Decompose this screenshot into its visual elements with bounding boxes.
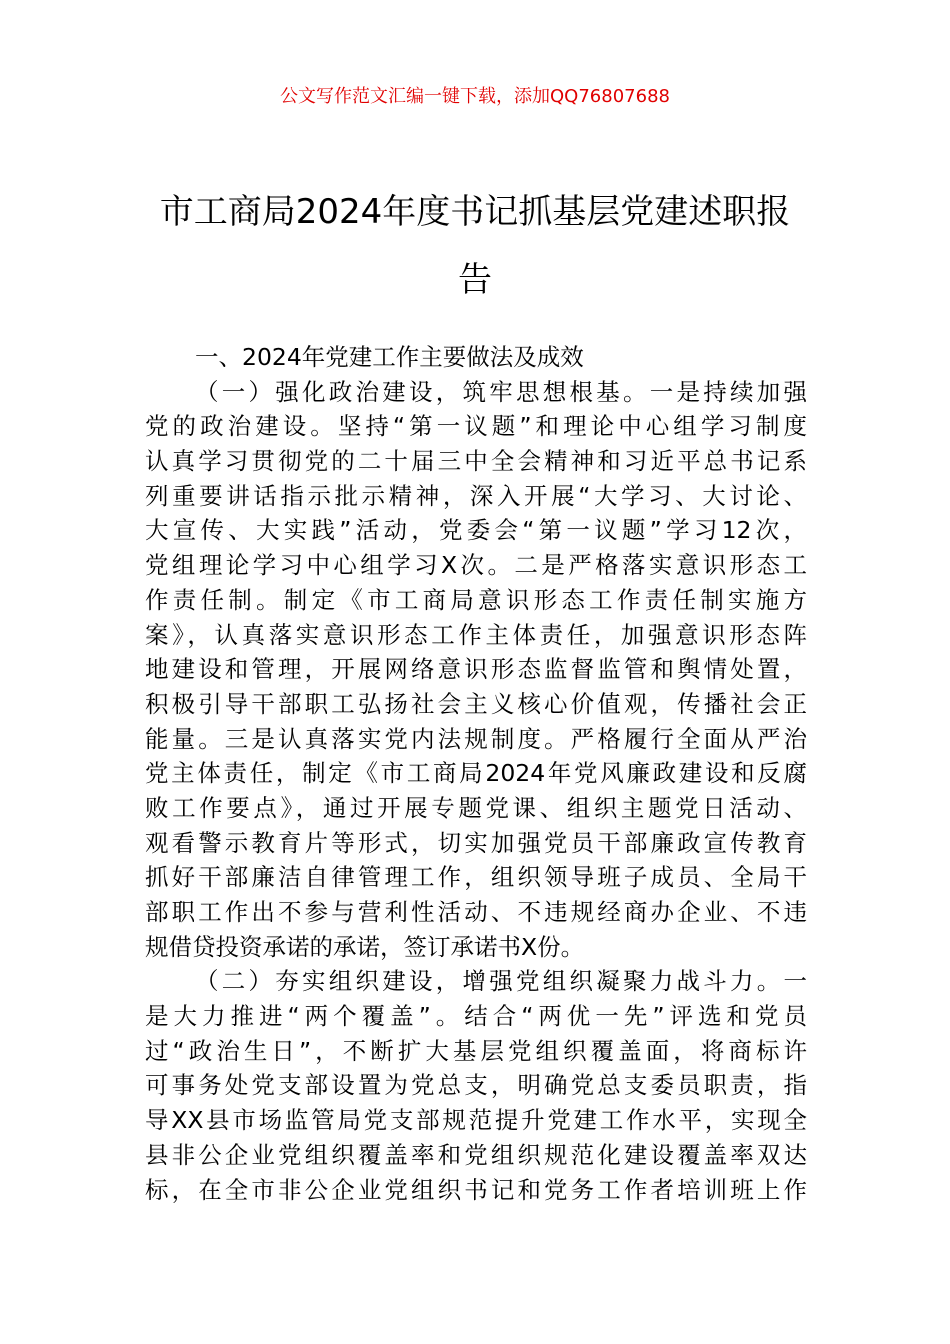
section-heading: 一、2024年党建工作主要做法及成效: [195, 343, 584, 371]
paragraph-line: 观看警示教育片等形式，切实加强党员干部廉政宣传教育: [145, 828, 807, 857]
paragraph-line: 县非公企业党组织覆盖率和党组织规范化建设覆盖率双达: [145, 1140, 807, 1169]
paragraph-line: 部职工作出不参与营利性活动、不违规经商办企业、不违: [145, 898, 807, 926]
paragraph-line: （一）强化政治建设，筑牢思想根基。一是持续加强: [195, 377, 807, 406]
document-body: [145, 340, 807, 1207]
paragraph-line: 案》，认真落实意识形态工作主体责任，加强意识形态阵: [145, 620, 807, 649]
paragraph-line: 列重要讲话指示批示精神，深入开展“大学习、大讨论、: [145, 481, 807, 510]
paragraphs: [145, 375, 807, 1208]
document-title: [140, 178, 810, 314]
paragraph-line: 标，在全市非公企业党组织书记和党务工作者培训班上作: [145, 1175, 807, 1204]
paragraph-line: 规借贷投资承诺的承诺，签订承诺书X份。: [145, 932, 585, 961]
title-line: 告: [458, 260, 492, 300]
paragraph-line: 作责任制。制定《市工商局意识形态工作责任制实施方: [145, 585, 807, 614]
paragraph-line: 过“政治生日”，不断扩大基层党组织覆盖面，将商标许: [145, 1036, 807, 1065]
paragraph-line: 败工作要点》，通过开展专题党课、组织主题党日活动、: [145, 793, 807, 822]
paragraph-line: （二）夯实组织建设，增强党组织凝聚力战斗力。一: [195, 967, 807, 996]
paragraph-line: 可事务处党支部设置为党总支，明确党总支委员职责，指: [145, 1071, 807, 1100]
paragraph-line: 能量。三是认真落实党内法规制度。严格履行全面从严治: [145, 724, 807, 753]
paragraph: [145, 964, 807, 1207]
paragraph-line: 是大力推进“两个覆盖”。结合“两优一先”评选和党员: [145, 1002, 807, 1031]
paragraph-line: 导XX县市场监管局党支部规范提升党建工作水平，实现全: [145, 1106, 807, 1135]
paragraph-line: 积极引导干部职工弘扬社会主义核心价值观，传播社会正: [145, 689, 807, 718]
paragraph: [145, 375, 807, 965]
paragraph-line: 党组理论学习中心组学习X次。二是严格落实意识形态工: [145, 551, 807, 580]
paragraph-line: 党的政治建设。坚持“第一议题”和理论中心组学习制度: [145, 412, 807, 441]
title-line: 市工商局2024年度书记抓基层党建述职报: [159, 192, 791, 232]
paragraph-line: 党主体责任，制定《市工商局2024年党风廉政建设和反腐: [145, 759, 807, 788]
paragraph-line: 抓好干部廉洁自律管理工作，组织领导班子成员、全局干: [145, 863, 807, 892]
paragraph-line: 地建设和管理，开展网络意识形态监督监管和舆情处置，: [145, 655, 807, 684]
paragraph-line: 认真学习贯彻党的二十届三中全会精神和习近平总书记系: [145, 447, 807, 476]
paragraph-line: 大宣传、大实践”活动，党委会“第一议题”学习12次，: [145, 516, 807, 545]
watermark-banner: 公文写作范文汇编一键下载，添加QQ76807688: [280, 86, 670, 107]
